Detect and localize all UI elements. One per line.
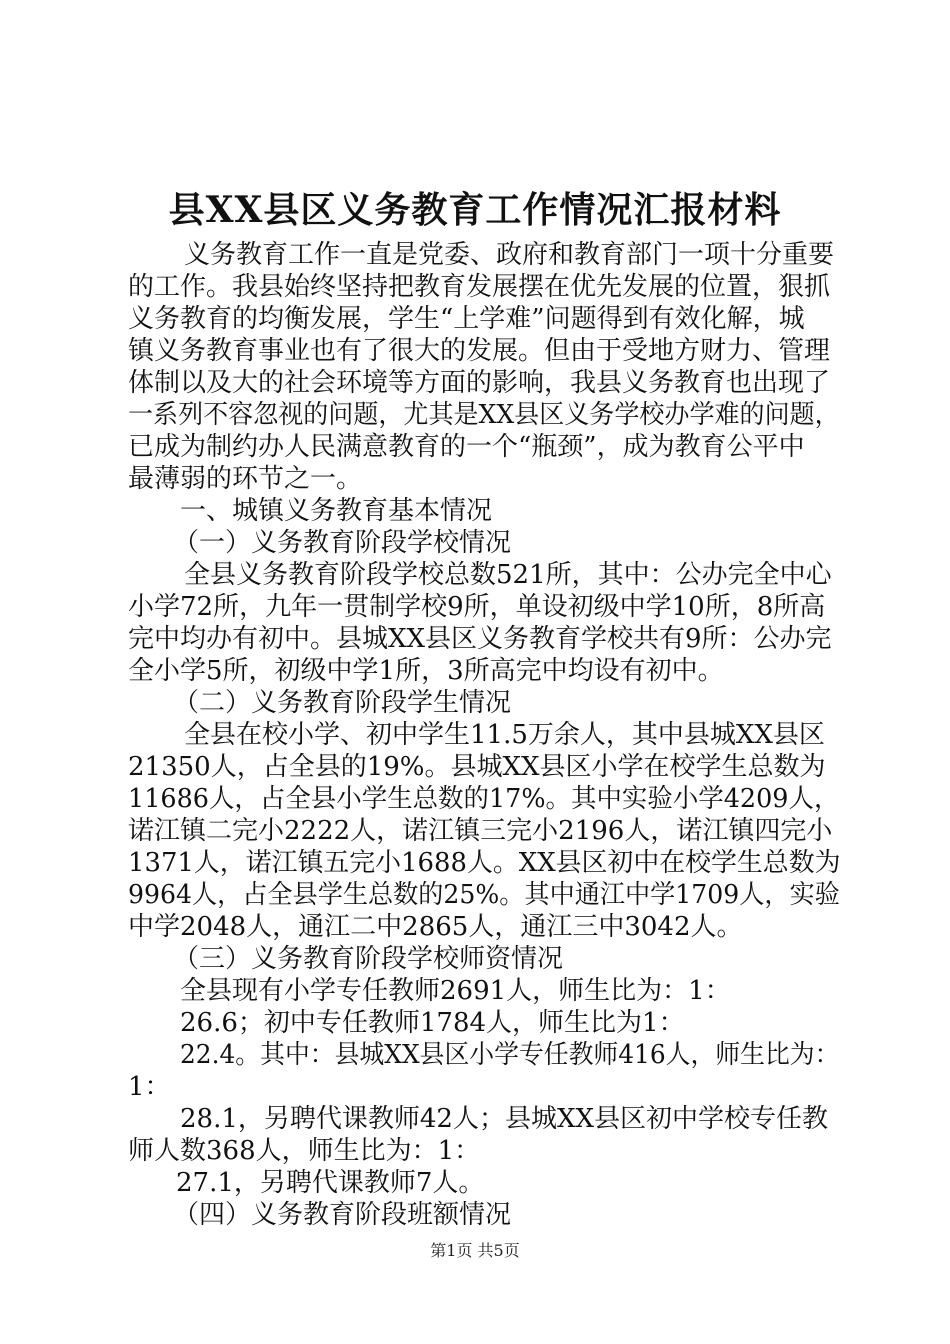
section-heading: 一、城镇义务教育基本情况: [180, 496, 493, 526]
body-line: 26.6；初中专任教师1784人，师生比为1：: [180, 1008, 685, 1038]
body-line: 27.1，另聘代课教师7人。: [176, 1168, 485, 1198]
body-line: 义务教育的均衡发展，学生“上学难”问题得到有效化解，城: [128, 304, 805, 334]
body-line: 1371人，诺江镇五完小1688人。XX县区初中在校学生总数为: [128, 848, 841, 878]
body-line: 师人数368人，师生比为：1：: [128, 1136, 481, 1166]
body-line: 1：: [128, 1072, 171, 1102]
subsection-heading: （一）义务教育阶段学校情况: [173, 528, 512, 558]
subsection-heading: （二）义务教育阶段学生情况: [173, 688, 512, 718]
body-line: 中学2048人，通江二中2865人，通江三中3042人。: [128, 912, 743, 942]
body-line: 全小学5所，初级中学1所，3所高完中均设有初中。: [128, 656, 724, 686]
subsection-heading: （四）义务教育阶段班额情况: [173, 1200, 512, 1230]
page-footer: 第1页 共5页: [430, 1241, 520, 1260]
body-line: 全县现有小学专任教师2691人，师生比为：1：: [180, 976, 731, 1006]
body-line: 最薄弱的环节之一。: [128, 464, 363, 494]
body-line: 完中均办有初中。县城XX县区义务教育学校共有9所：公办完: [128, 624, 832, 654]
body-line: 全县义务教育阶段学校总数521所，其中：公办完全中心: [184, 560, 832, 590]
body-line: 9964人，占全县学生总数的25%。其中通江中学1709人，实验: [128, 880, 840, 910]
body-line: 28.1，另聘代课教师42人；县城XX县区初中学校专任教: [180, 1104, 828, 1134]
subsection-heading: （三）义务教育阶段学校师资情况: [173, 944, 564, 974]
body-line: 诺江镇二完小2222人，诺江镇三完小2196人，诺江镇四完小: [128, 816, 833, 846]
body-line: 义务教育工作一直是党委、政府和教育部门一项十分重要: [184, 240, 835, 270]
body-line: 体制以及大的社会环境等方面的影响，我县义务教育也出现了: [128, 368, 831, 398]
body-line: 镇义务教育事业也有了很大的发展。但由于受地方财力、管理: [128, 336, 831, 366]
body-line: 21350人，占全县的19%。县城XX县区小学在校学生总数为: [128, 752, 826, 782]
body-line: 11686人，占全县小学生总数的17%。其中实验小学4209人，: [128, 784, 840, 814]
body-line: 一系列不容忽视的问题，尤其是XX县区义务学校办学难的问题，: [128, 400, 840, 430]
document-title: 县XX县区义务教育工作情况汇报材料: [168, 189, 782, 231]
body-line: 22.4。其中：县城XX县区小学专任教师416人，师生比为：: [180, 1040, 840, 1070]
body-line: 的工作。我县始终坚持把教育发展摆在优先发展的位置，狠抓: [128, 272, 831, 302]
body-line: 全县在校小学、初中学生11.5万余人，其中县城XX县区: [184, 720, 825, 750]
body-line: 小学72所，九年一贯制学校9所，单设初级中学10所，8所高: [128, 592, 826, 622]
body-line: 已成为制约办人民满意教育的一个“瓶颈”，成为教育公平中: [128, 432, 805, 462]
